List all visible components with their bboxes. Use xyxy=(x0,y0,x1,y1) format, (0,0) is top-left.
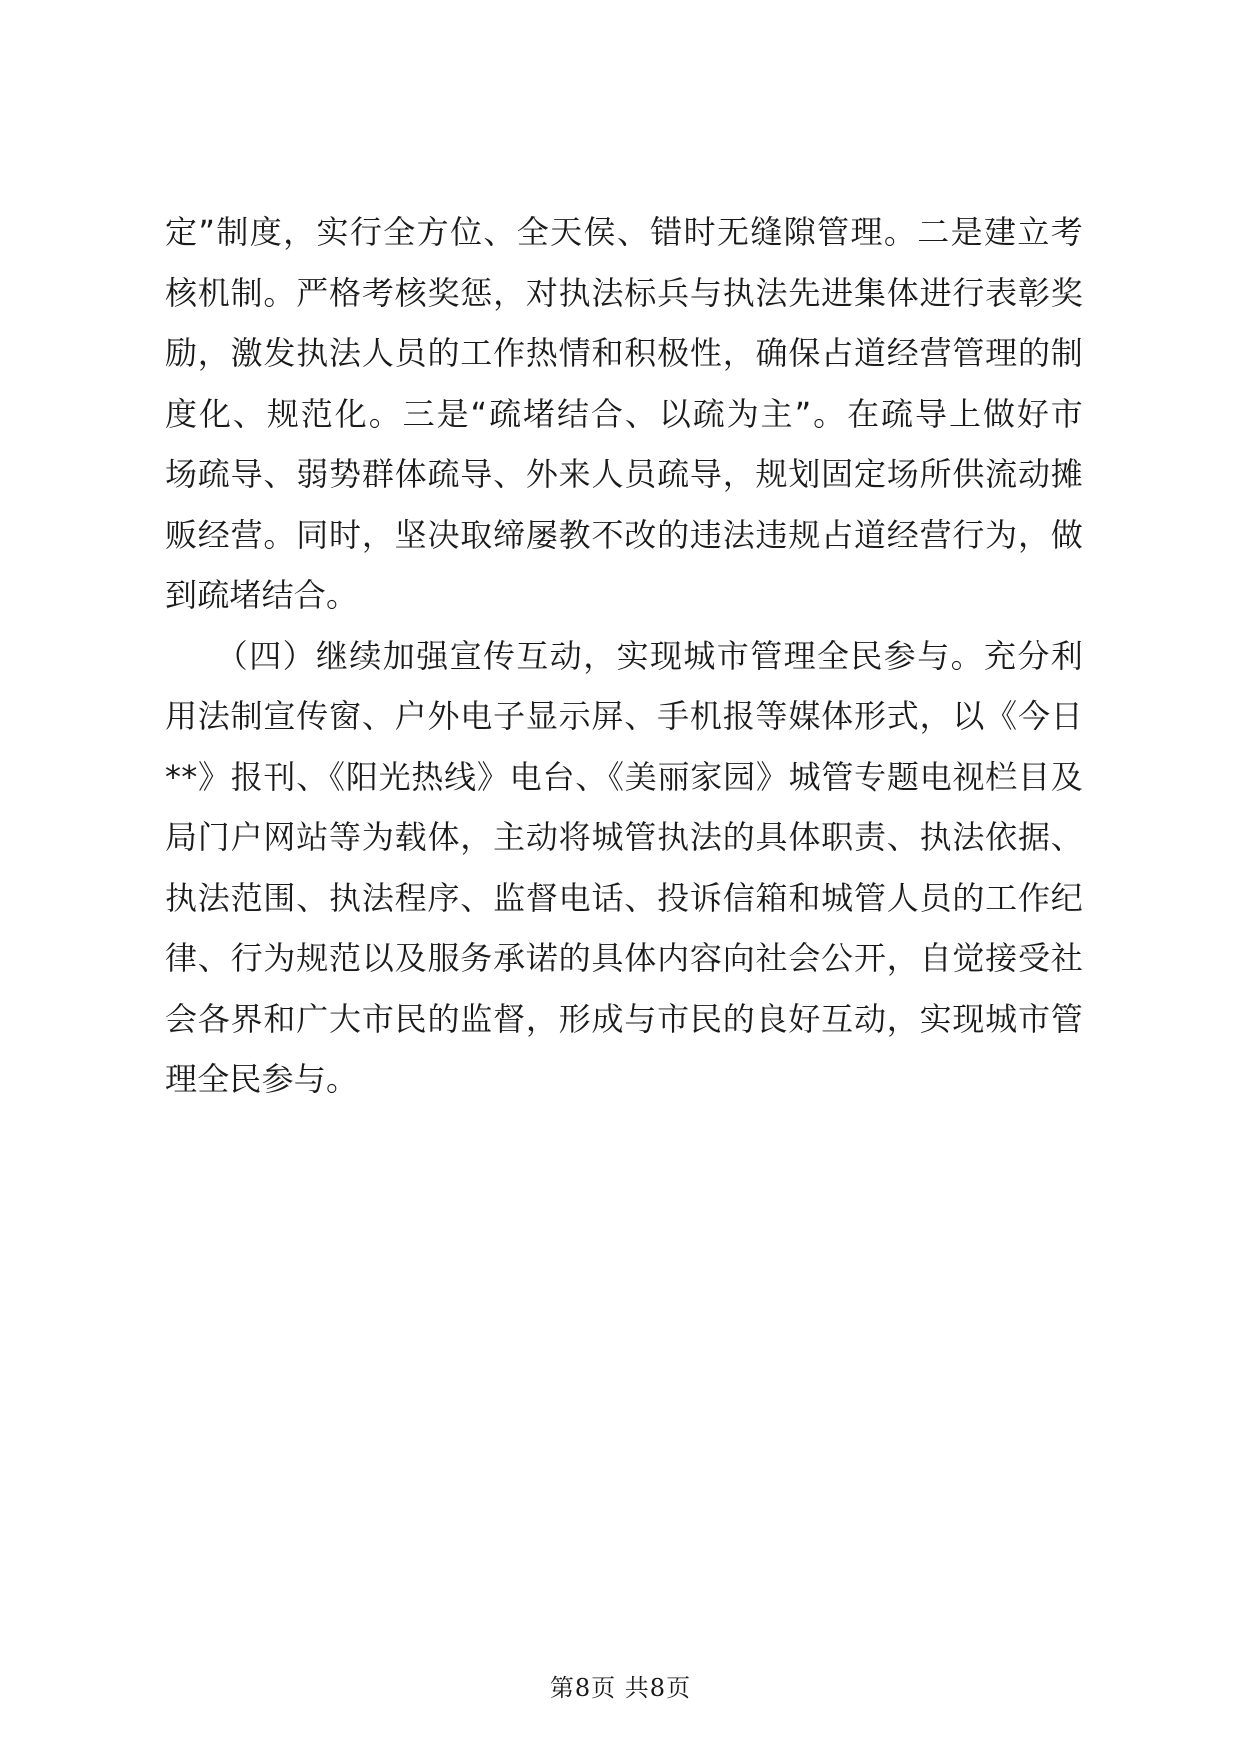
text-line: 度化、规范化。三是“疏堵结合、以疏为主”。在疏导上做好市 xyxy=(165,394,1083,433)
page-footer: 第8页 共8页 xyxy=(549,1674,692,1702)
text-line: 场疏导、弱势群体疏导、外来人员疏导，规划固定场所供流动摊 xyxy=(165,455,1083,493)
text-line: 用法制宣传窗、户外电子显示屏、手机报等媒体形式，以《今日 xyxy=(165,697,1083,735)
text-line: （四）继续加强宣传互动，实现城市管理全民参与。充分利 xyxy=(165,636,1083,675)
text-line: 执法范围、执法程序、监督电话、投诉信箱和城管人员的工作纪 xyxy=(165,878,1083,917)
text-line: **》报刊、《阳光热线》电台、《美丽家园》城管专题电视栏目及 xyxy=(165,757,1083,796)
text-line: 律、行为规范以及服务承诺的具体内容向社会公开，自觉接受社 xyxy=(165,939,1083,977)
text-line: 到疏堵结合。 xyxy=(165,576,359,614)
body-text xyxy=(165,202,1083,1110)
text-line: 理全民参与。 xyxy=(165,1060,359,1098)
text-line: 会各界和广大市民的监督，形成与市民的良好互动，实现城市管 xyxy=(165,999,1083,1038)
text-line: 核机制。严格考核奖惩，对执法标兵与执法先进集体进行表彰奖 xyxy=(165,273,1083,312)
text-line: 局门户网站等为载体，主动将城管执法的具体职责、执法依据、 xyxy=(165,818,1083,856)
text-line: 贩经营。同时，坚决取缔屡教不改的违法违规占道经营行为，做 xyxy=(165,515,1083,554)
text-line: 定”制度，实行全方位、全天侯、错时无缝隙管理。二是建立考 xyxy=(165,213,1083,251)
text-line: 励，激发执法人员的工作热情和积极性，确保占道经营管理的制 xyxy=(165,334,1083,372)
